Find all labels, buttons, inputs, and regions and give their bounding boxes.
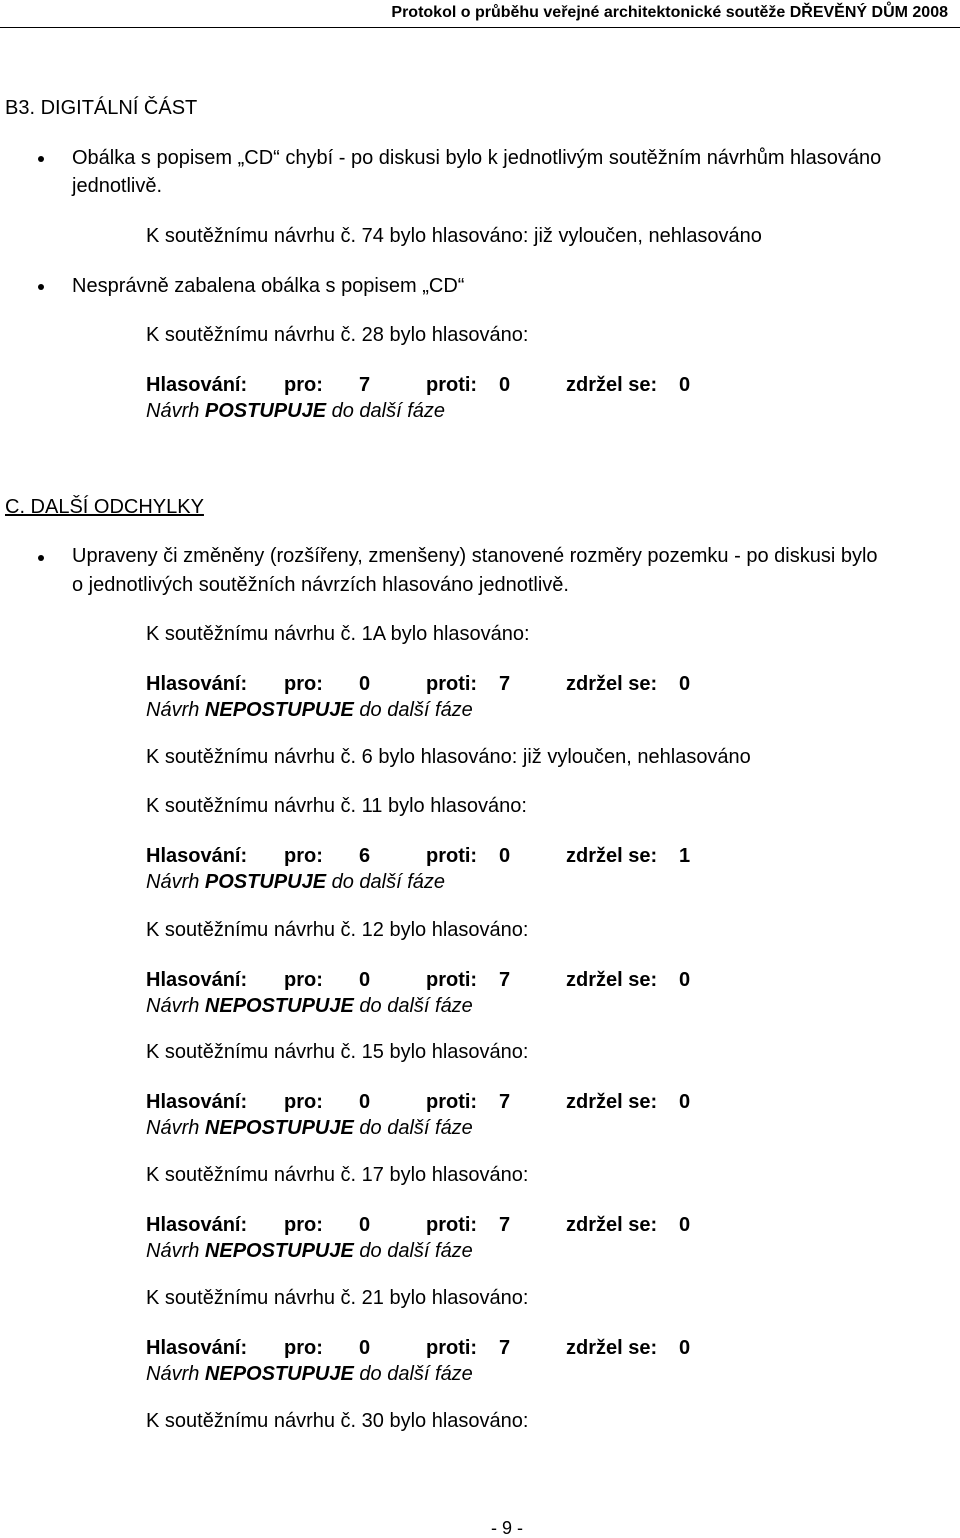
result-decision: NEPOSTUPUJE xyxy=(204,699,354,721)
vote-pro-label: pro: xyxy=(284,1214,323,1236)
bullet-icon xyxy=(38,156,44,162)
vote-pro-label: pro: xyxy=(284,673,323,695)
vote-zdrzel-label: zdržel se: xyxy=(566,969,658,991)
vote-pro-value: 0 xyxy=(359,1214,371,1236)
result-decision: NEPOSTUPUJE xyxy=(204,1117,354,1139)
proposal-note: K soutěžnímu návrhu č. 30 bylo hlasováno: xyxy=(146,1410,529,1432)
vote-zdrzel-label: zdržel se: xyxy=(566,845,658,867)
vote-proti-label: proti: xyxy=(426,1337,478,1359)
result-prefix: Návrh xyxy=(146,995,205,1017)
result-decision: POSTUPUJE xyxy=(204,871,327,893)
vote-zdrzel-label: zdržel se: xyxy=(566,1337,658,1359)
header-divider xyxy=(0,27,960,28)
section-title-b3: B3. DIGITÁLNÍ ČÁST xyxy=(5,97,198,119)
result-prefix: Návrh xyxy=(146,1363,205,1385)
vote-result xyxy=(146,1364,473,1384)
vote-result xyxy=(146,1241,473,1261)
result-decision: POSTUPUJE xyxy=(204,400,327,422)
result-suffix: do další fáze xyxy=(326,400,446,422)
vote-pro-label: pro: xyxy=(284,1091,323,1113)
vote-pro-value: 0 xyxy=(359,1091,371,1113)
proposal-note: K soutěžnímu návrhu č. 12 bylo hlasováno: xyxy=(146,919,529,941)
proposal-note: K soutěžnímu návrhu č. 6 bylo hlasováno: již vyloučen, nehlasováno xyxy=(146,746,751,768)
vote-pro-value: 6 xyxy=(359,845,371,867)
result-suffix: do další fáze xyxy=(353,1117,473,1139)
vote-row xyxy=(146,1215,706,1237)
vote-proti-value: 7 xyxy=(499,1337,511,1359)
vote-zdrzel-value: 0 xyxy=(679,1214,691,1236)
result-prefix: Návrh xyxy=(146,1117,205,1139)
result-suffix: do další fáze xyxy=(353,699,473,721)
proposal-note: K soutěžnímu návrhu č. 74 bylo hlasováno: již vyloučen, nehlasováno xyxy=(146,225,762,247)
result-suffix: do další fáze xyxy=(353,1363,473,1385)
vote-proti-label: proti: xyxy=(426,1091,478,1113)
vote-proti-label: proti: xyxy=(426,1214,478,1236)
vote-row xyxy=(146,1092,706,1114)
paragraph-line: Obálka s popisem „CD“ chybí - po diskusi bylo k jednotlivým soutěžním návrhům hlasováno xyxy=(72,147,882,169)
proposal-note: K soutěžnímu návrhu č. 28 bylo hlasováno: xyxy=(146,324,529,346)
vote-result xyxy=(146,1118,473,1138)
vote-zdrzel-value: 0 xyxy=(679,1337,691,1359)
result-prefix: Návrh xyxy=(146,871,205,893)
vote-zdrzel-label: zdržel se: xyxy=(566,1214,658,1236)
result-suffix: do další fáze xyxy=(353,1240,473,1262)
paragraph-line: Upraveny či změněny (rozšířeny, zmenšeny) stanovené rozměry pozemku - po diskusi bylo xyxy=(72,545,878,567)
vote-result xyxy=(146,872,445,892)
vote-row xyxy=(146,970,706,992)
result-decision: NEPOSTUPUJE xyxy=(204,1240,354,1262)
vote-pro-value: 7 xyxy=(359,374,371,396)
proposal-note: K soutěžnímu návrhu č. 1A bylo hlasováno: xyxy=(146,623,530,645)
result-suffix: do další fáze xyxy=(326,871,446,893)
vote-proti-label: proti: xyxy=(426,969,478,991)
vote-result xyxy=(146,996,473,1016)
vote-proti-value: 7 xyxy=(499,969,511,991)
result-decision: NEPOSTUPUJE xyxy=(204,1363,354,1385)
vote-row xyxy=(146,846,706,868)
vote-zdrzel-value: 0 xyxy=(679,673,691,695)
vote-pro-value: 0 xyxy=(359,1337,371,1359)
vote-label: Hlasování: xyxy=(146,969,248,991)
vote-result xyxy=(146,401,445,421)
vote-proti-label: proti: xyxy=(426,374,478,396)
vote-pro-value: 0 xyxy=(359,969,371,991)
paragraph-line: Nesprávně zabalena obálka s popisem „CD“ xyxy=(72,275,465,297)
document-header: Protokol o průběhu veřejné architektonické soutěže DŘEVĚNÝ DŮM 2008 xyxy=(391,4,948,21)
result-prefix: Návrh xyxy=(146,699,205,721)
vote-row xyxy=(146,1338,706,1360)
section-title-c: C. DALŠÍ ODCHYLKY xyxy=(5,496,204,518)
vote-zdrzel-label: zdržel se: xyxy=(566,1091,658,1113)
proposal-note: K soutěžnímu návrhu č. 17 bylo hlasováno: xyxy=(146,1164,529,1186)
vote-zdrzel-value: 0 xyxy=(679,374,691,396)
vote-label: Hlasování: xyxy=(146,1091,248,1113)
vote-proti-value: 7 xyxy=(499,1214,511,1236)
paragraph-line: o jednotlivých soutěžních návrzích hlasováno jednotlivě. xyxy=(72,574,569,596)
result-prefix: Návrh xyxy=(146,1240,205,1262)
proposal-note: K soutěžnímu návrhu č. 15 bylo hlasováno: xyxy=(146,1041,529,1063)
vote-pro-label: pro: xyxy=(284,969,323,991)
vote-label: Hlasování: xyxy=(146,1337,248,1359)
vote-label: Hlasování: xyxy=(146,1214,248,1236)
vote-zdrzel-label: zdržel se: xyxy=(566,673,658,695)
vote-proti-label: proti: xyxy=(426,845,478,867)
vote-pro-label: pro: xyxy=(284,374,323,396)
proposal-note: K soutěžnímu návrhu č. 21 bylo hlasováno: xyxy=(146,1287,529,1309)
page-number: - 9 - xyxy=(491,1518,524,1538)
proposal-note: K soutěžnímu návrhu č. 11 bylo hlasováno: xyxy=(146,795,527,817)
bullet-icon xyxy=(38,555,44,561)
vote-result xyxy=(146,700,473,720)
vote-pro-value: 0 xyxy=(359,673,371,695)
result-decision: NEPOSTUPUJE xyxy=(204,995,354,1017)
vote-proti-value: 7 xyxy=(499,673,511,695)
vote-label: Hlasování: xyxy=(146,845,248,867)
vote-proti-label: proti: xyxy=(426,673,478,695)
vote-pro-label: pro: xyxy=(284,1337,323,1359)
vote-row xyxy=(146,375,706,397)
result-suffix: do další fáze xyxy=(353,995,473,1017)
vote-row xyxy=(146,674,706,696)
vote-zdrzel-value: 0 xyxy=(679,969,691,991)
vote-label: Hlasování: xyxy=(146,374,248,396)
result-prefix: Návrh xyxy=(146,400,205,422)
vote-proti-value: 0 xyxy=(499,374,511,396)
vote-zdrzel-label: zdržel se: xyxy=(566,374,658,396)
vote-label: Hlasování: xyxy=(146,673,248,695)
vote-zdrzel-value: 0 xyxy=(679,1091,691,1113)
vote-proti-value: 0 xyxy=(499,845,511,867)
vote-proti-value: 7 xyxy=(499,1091,511,1113)
paragraph-line: jednotlivě. xyxy=(72,175,163,197)
bullet-icon xyxy=(38,284,44,290)
vote-zdrzel-value: 1 xyxy=(679,845,691,867)
vote-pro-label: pro: xyxy=(284,845,323,867)
